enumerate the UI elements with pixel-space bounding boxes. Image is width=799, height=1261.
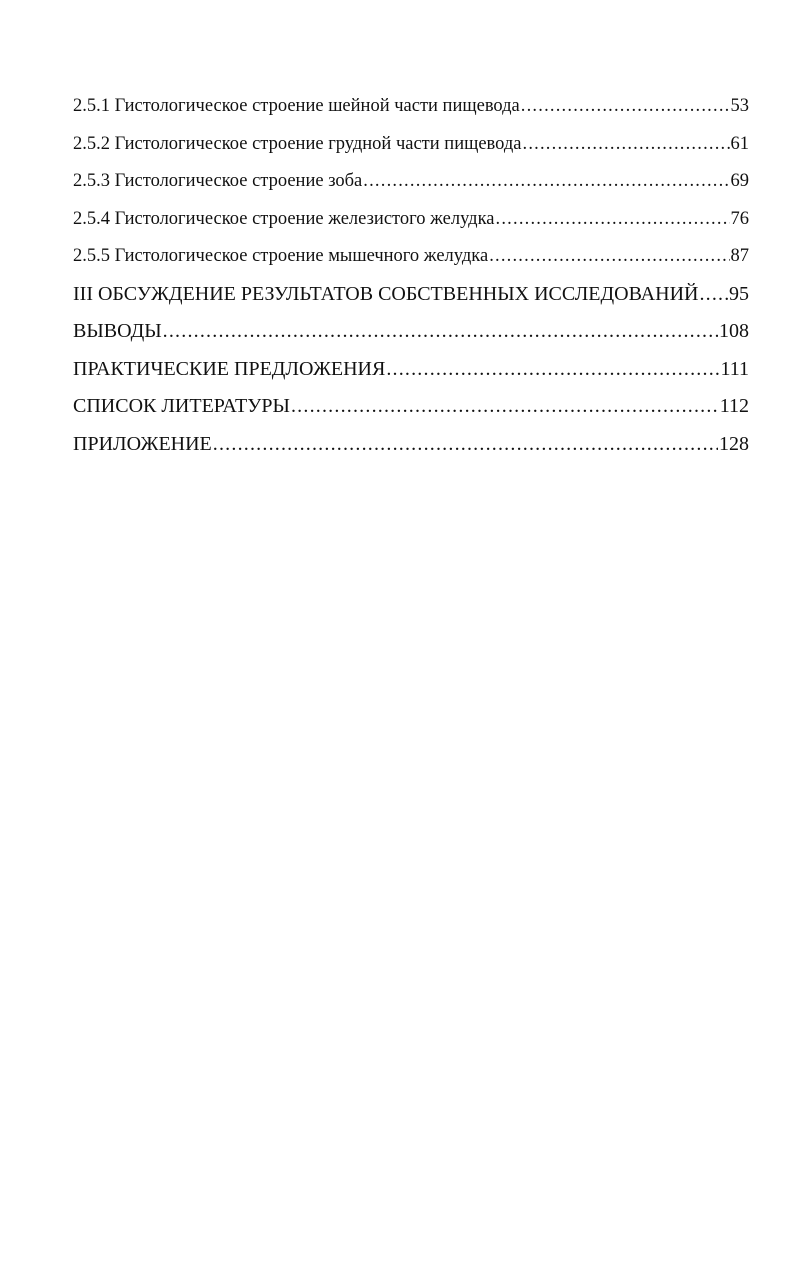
dot-leader (699, 276, 728, 314)
dot-leader (489, 238, 729, 276)
toc-entry-2-5-3 (73, 163, 749, 201)
dot-leader (291, 388, 719, 426)
toc-entry-title: 2.5.1 Гистологическое строение шейной части пищевода (73, 96, 520, 116)
toc-entry-page: 95 (729, 282, 749, 305)
toc-entry-title: 2.5.5 Гистологическое строение мышечного желудка (73, 246, 489, 266)
toc-entry-title: ПРАКТИЧЕСКИЕ ПРЕДЛОЖЕНИЯ (73, 357, 386, 380)
toc-entry-2-5-2 (73, 126, 749, 164)
toc-entry-title: 2.5.3 Гистологическое строение зоба (73, 171, 363, 191)
table-of-contents (73, 88, 749, 463)
toc-entry-2-5-4 (73, 201, 749, 239)
dot-leader (523, 126, 730, 164)
toc-entry-page: 108 (719, 320, 749, 342)
dot-leader (213, 426, 718, 464)
dot-leader (163, 313, 718, 351)
toc-entry-title: III ОБСУЖДЕНИЕ РЕЗУЛЬТАТОВ СОБСТВЕННЫХ ИССЛЕДОВАНИЙ (73, 282, 699, 305)
toc-entry-title: 2.5.4 Гистологическое строение железистого желудка (73, 208, 495, 229)
toc-entry-appendix (73, 426, 749, 464)
toc-entry-page: 53 (730, 96, 749, 116)
dot-leader (521, 88, 730, 126)
toc-entry-title: СПИСОК ЛИТЕРАТУРЫ (73, 395, 290, 417)
toc-entry-references (73, 388, 749, 426)
toc-entry-discussion (73, 276, 749, 314)
toc-entry-title: ПРИЛОЖЕНИЕ (73, 432, 212, 455)
toc-entry-2-5-5 (73, 238, 749, 276)
toc-entry-title: 2.5.2 Гистологическое строение грудной части пищевода (73, 133, 522, 154)
toc-entry-page: 112 (719, 395, 749, 417)
toc-entry-2-5-1 (73, 88, 749, 126)
toc-entry-practical-proposals (73, 351, 749, 389)
toc-entry-page: 61 (730, 133, 749, 154)
toc-entry-page: 111 (720, 357, 749, 380)
toc-entry-page: 87 (730, 246, 749, 266)
dot-leader (363, 163, 729, 201)
toc-entry-page: 128 (719, 432, 749, 455)
toc-entry-page: 69 (730, 171, 749, 191)
toc-entry-title: ВЫВОДЫ (73, 320, 162, 342)
toc-entry-conclusions (73, 313, 749, 351)
dot-leader (386, 351, 719, 389)
toc-entry-page: 76 (730, 208, 749, 229)
dot-leader (496, 201, 730, 239)
